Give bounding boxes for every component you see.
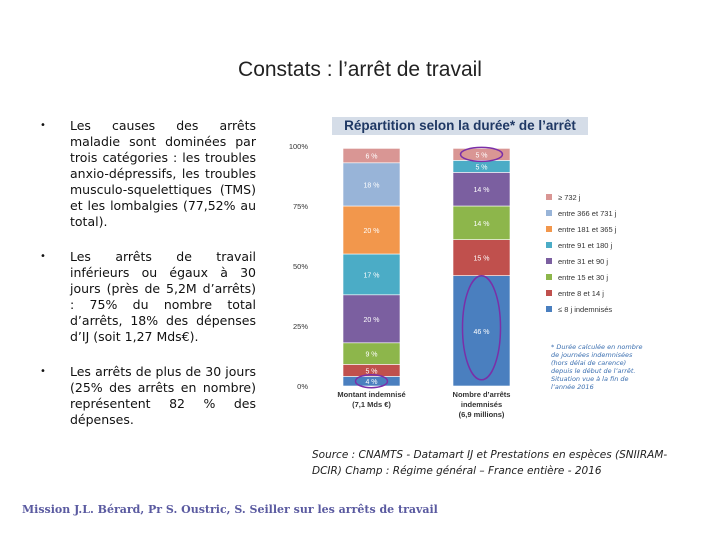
y-tick-label: 75% [292, 202, 308, 211]
bar-data-label: 14 % [473, 187, 490, 195]
y-tick-label: 0% [297, 382, 308, 391]
bar-data-label: 20 % [363, 228, 380, 235]
legend-swatch [546, 226, 552, 232]
legend-swatch [546, 194, 552, 200]
bullet-list [40, 118, 256, 447]
legend-label: ≤ 8 j indemnisés [558, 305, 613, 314]
legend-swatch [546, 242, 552, 248]
y-tick-label: 100% [288, 142, 308, 151]
bullet-icon: • [40, 120, 46, 131]
bullet-icon: • [40, 251, 46, 262]
category-label-line: Nombre d’arrêts [452, 390, 511, 399]
bar-data-label: 18 % [363, 182, 380, 190]
bar-data-label: 4 % [365, 379, 378, 387]
legend-swatch [546, 274, 552, 280]
bullet-item [40, 364, 256, 428]
legend-swatch [546, 210, 552, 216]
bar-data-label: 46 % [473, 328, 490, 336]
bullet-text: Les causes des arrêts maladie sont dominées par trois catégories : les troubles anxio-dépressifs, les troubles musculo-squelettiques (TMS) et les lombalgies (77,52% au total). [70, 118, 256, 229]
chart-title: Répartition selon la durée* de l’arrêt [332, 117, 588, 135]
bar-data-label: 5 % [475, 164, 488, 172]
category-label-line: Montant indemnisé [337, 390, 406, 399]
bullet-icon: • [40, 366, 46, 377]
legend-label: entre 91 et 180 j [558, 241, 613, 250]
legend-label: entre 181 et 365 j [558, 225, 617, 234]
legend-label: entre 8 et 14 j [558, 289, 604, 298]
bar-data-label: 9 % [365, 351, 378, 359]
chart-note: * Durée calculée en nombre de journées indemnisées (hors délai de carence) depuis le début de l’arrêt. Situation vue à la fin de l’année 2016 [551, 343, 643, 391]
bullet-item [40, 249, 256, 345]
category-label-line: (6,9 millions) [458, 410, 505, 419]
bullet-text: Les arrêts de plus de 30 jours (25% des arrêts en nombre) représentent 82 % des dépenses. [70, 364, 256, 427]
legend-label: ≥ 732 j [558, 193, 581, 202]
category-label [437, 390, 527, 420]
legend-label: entre 15 et 30 j [558, 273, 609, 282]
bar-data-label: 6 % [365, 153, 378, 161]
legend-label: entre 366 et 731 j [558, 209, 617, 218]
legend-label: entre 31 et 90 j [558, 257, 609, 266]
category-label-line: (7,1 Mds €) [352, 400, 391, 409]
legend-swatch [546, 258, 552, 264]
bar-data-label: 17 % [363, 272, 380, 280]
bar-data-label: 14 % [473, 220, 490, 228]
bullet-text: Les arrêts de travail inférieurs ou égaux à 30 jours (près de 5,2M d’arrêts) : 75% du nombre total d’arrêts, 18% des dépenses d’IJ (soit 1,27 Mds€). [70, 249, 256, 344]
legend-swatch [546, 290, 552, 296]
category-label [327, 390, 417, 410]
category-label-line: indemnisés [460, 400, 503, 409]
source-text: Source : CNAMTS - Datamart IJ et Prestations en espèces (SNIIRAM-DCIR) Champ : Régime général – France entière - 2016 [312, 449, 668, 477]
bar-data-label: 20 % [363, 316, 380, 324]
legend-swatch [546, 306, 552, 312]
bar-data-label: 15 % [473, 255, 490, 263]
slide-title: Constats : l’arrêt de travail [238, 58, 482, 81]
y-tick-label: 50% [292, 262, 308, 271]
footer-credit: Mission J.L. Bérard, Pr S. Oustric, S. Seiller sur les arrêts de travail [22, 503, 438, 516]
bar-data-label: 5 % [475, 152, 488, 160]
bar-data-label: 5 % [365, 368, 378, 376]
y-tick-label: 25% [292, 322, 308, 331]
bullet-item [40, 118, 256, 230]
